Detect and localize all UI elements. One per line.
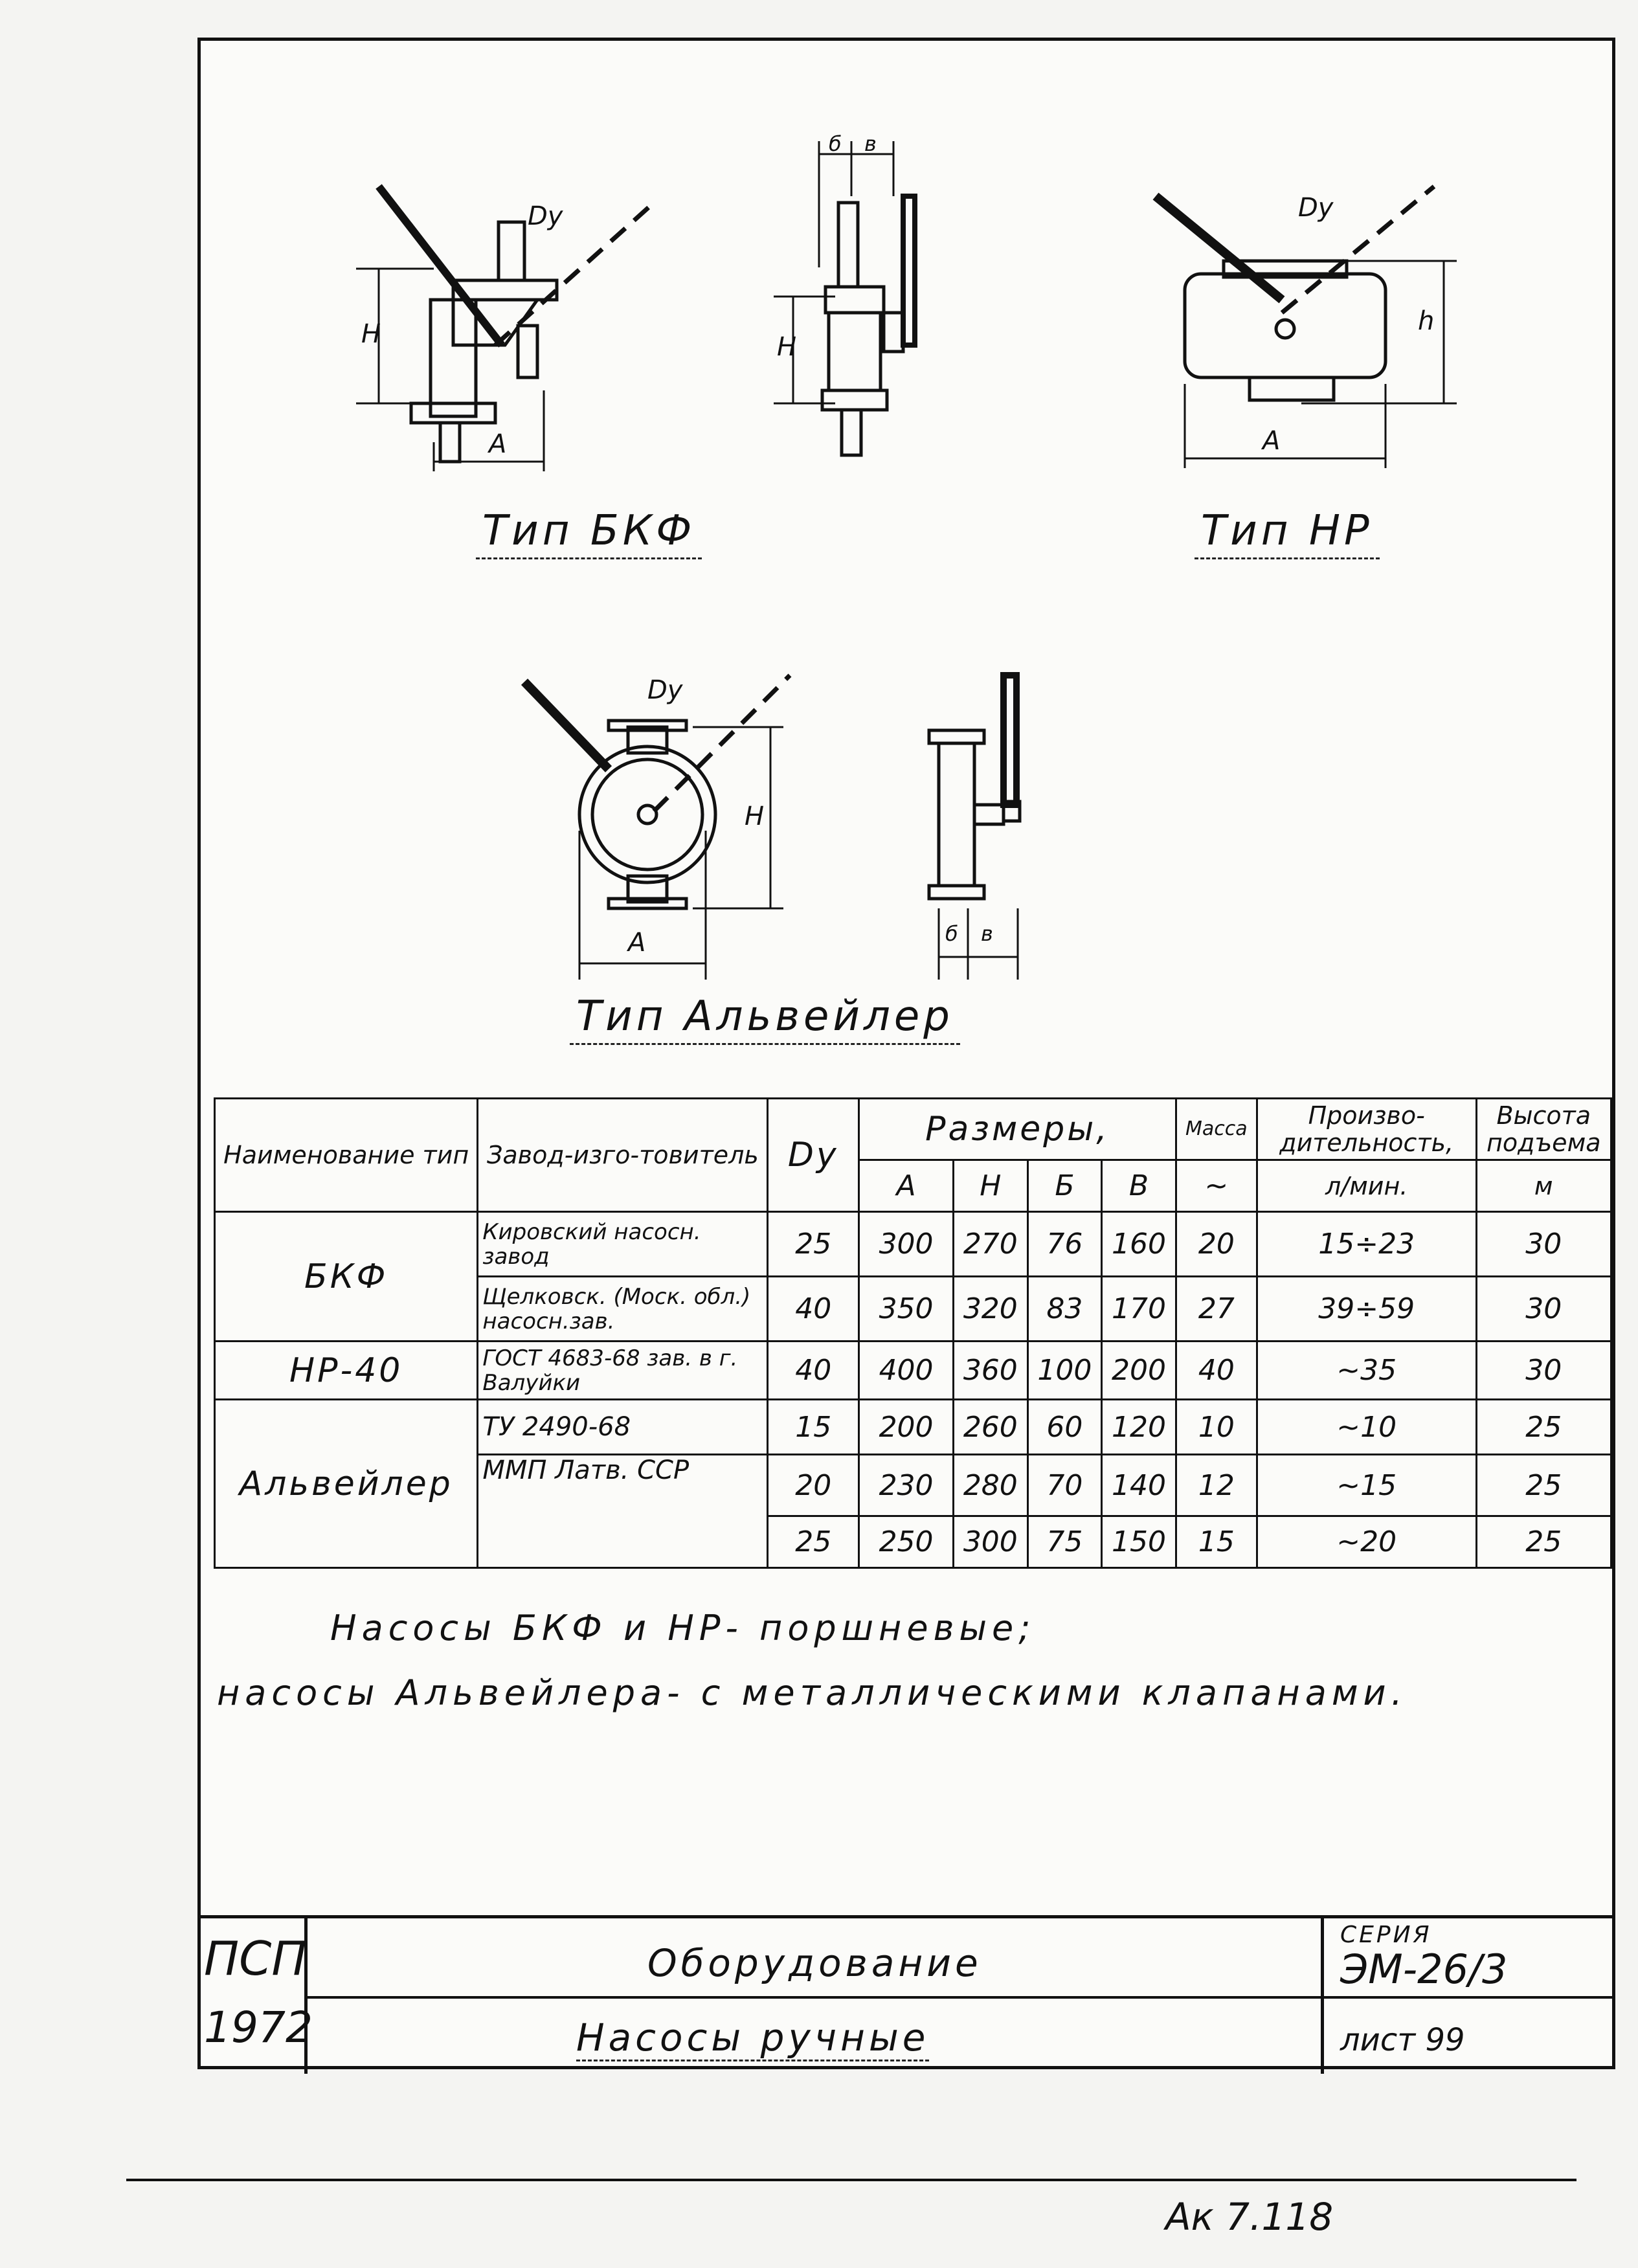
cell-v: 160	[1102, 1212, 1176, 1277]
cell-capacity: 15÷23	[1257, 1212, 1476, 1277]
cell-mass: 12	[1176, 1455, 1257, 1516]
cell-lift: 30	[1476, 1342, 1611, 1400]
header-lift-unit: м	[1476, 1160, 1611, 1212]
note-line-1: Насосы БКФ и НР- поршневые;	[330, 1608, 1036, 1648]
header-b: Б	[1027, 1160, 1102, 1212]
bottom-rule	[126, 2179, 1576, 2181]
bkf-a-label: А	[489, 429, 507, 459]
cell-b: 60	[1027, 1400, 1102, 1455]
cell-v: 140	[1102, 1455, 1176, 1516]
cell-dy: 20	[768, 1455, 859, 1516]
cell-maker: ТУ 2490-68	[478, 1400, 768, 1455]
group-name-alweiler: Альвейлер	[215, 1400, 478, 1568]
header-name: Наименование тип	[215, 1099, 478, 1212]
bkf-caption: Тип БКФ	[476, 507, 702, 559]
cell-h: 270	[954, 1212, 1028, 1277]
cell-lift: 30	[1476, 1212, 1611, 1277]
cell-b: 75	[1027, 1516, 1102, 1568]
header-capacity: Произво-дительность,	[1257, 1099, 1476, 1160]
header-h: Н	[954, 1160, 1028, 1212]
bkf-h-label: Н	[361, 319, 381, 349]
cell-a: 250	[859, 1516, 954, 1568]
cell-capacity: ~15	[1257, 1455, 1476, 1516]
cell-mass: 10	[1176, 1400, 1257, 1455]
cell-lift: 25	[1476, 1516, 1611, 1568]
cell-maker: Щелковск. (Моск. обл.) насосн.зав.	[478, 1277, 768, 1342]
cell-dy: 40	[768, 1277, 859, 1342]
cell-b: 76	[1027, 1212, 1102, 1277]
group-name-bkf: БКФ	[215, 1212, 478, 1342]
cell-h: 280	[954, 1455, 1028, 1516]
title-block	[201, 1915, 1612, 2074]
cell-v: 170	[1102, 1277, 1176, 1342]
cell-v: 120	[1102, 1400, 1176, 1455]
cell-v: 200	[1102, 1342, 1176, 1400]
header-maker: Завод-изго-товитель	[478, 1099, 768, 1212]
cell-lift: 25	[1476, 1455, 1611, 1516]
cell-h: 320	[954, 1277, 1028, 1342]
hr-dy-label: Dу	[1298, 193, 1334, 223]
table-row	[215, 1400, 1611, 1455]
bkf-dy-label: Dу	[528, 201, 563, 231]
header-v: В	[1102, 1160, 1176, 1212]
drawing-sheet	[197, 38, 1615, 2069]
cell-a: 300	[859, 1212, 954, 1277]
cell-dy: 15	[768, 1400, 859, 1455]
header-capacity-unit: л/мин.	[1257, 1160, 1476, 1212]
alweiler-dy-label: Dу	[647, 675, 683, 705]
cell-dy: 25	[768, 1516, 859, 1568]
cell-h: 260	[954, 1400, 1028, 1455]
cell-capacity: ~20	[1257, 1516, 1476, 1568]
cell-mass: 40	[1176, 1342, 1257, 1400]
pump-spec-table	[214, 1097, 1612, 1569]
cell-a: 350	[859, 1277, 954, 1342]
hr-h-label: h	[1418, 306, 1435, 336]
cell-dy: 40	[768, 1342, 859, 1400]
cell-mass: 15	[1176, 1516, 1257, 1568]
header-lift: Высота подъема	[1476, 1099, 1611, 1160]
cell-lift: 30	[1476, 1277, 1611, 1342]
alweiler-h-label: Н	[745, 802, 765, 831]
pump-drawings	[201, 41, 1612, 1090]
tb-sheet: лист 99	[1340, 2022, 1465, 2058]
cell-b: 83	[1027, 1277, 1102, 1342]
alweiler-caption: Тип Альвейлер	[570, 993, 960, 1045]
cell-capacity: 39÷59	[1257, 1277, 1476, 1342]
tb-org: ПСП	[204, 1931, 307, 1986]
cell-a: 200	[859, 1400, 954, 1455]
cell-lift: 25	[1476, 1400, 1611, 1455]
cell-capacity: ~35	[1257, 1342, 1476, 1400]
signature-mark: Ак 7.118	[1165, 2195, 1334, 2239]
alweiler-v-label: в	[981, 921, 993, 946]
header-mass: Масса	[1176, 1099, 1257, 1160]
header-mass-sym: ~	[1176, 1160, 1257, 1212]
tb-year: 1972	[204, 2003, 313, 2052]
bkf-side-view	[774, 141, 915, 455]
cell-maker: ММП Латв. ССР	[478, 1455, 768, 1568]
bkf-side-h-label: Н	[777, 332, 797, 362]
hr-caption: Тип НР	[1195, 507, 1380, 559]
cell-dy: 25	[768, 1212, 859, 1277]
hr-a-label: А	[1262, 426, 1281, 456]
cell-a: 400	[859, 1342, 954, 1400]
cell-maker: Кировский насосн. завод	[478, 1212, 768, 1277]
cell-b: 100	[1027, 1342, 1102, 1400]
alweiler-side-view	[929, 675, 1020, 980]
header-dy: Dу	[768, 1099, 859, 1212]
cell-capacity: ~10	[1257, 1400, 1476, 1455]
tb-title: Насосы ручные	[576, 2015, 929, 2061]
cell-a: 230	[859, 1455, 954, 1516]
note-line-2: насосы Альвейлера- с металлическими клапанами.	[217, 1672, 1408, 1713]
alweiler-b-label: б	[945, 921, 958, 946]
cell-h: 300	[954, 1516, 1028, 1568]
table-row	[215, 1342, 1611, 1400]
table-row	[215, 1212, 1611, 1277]
header-sizes: Размеры,	[859, 1099, 1176, 1160]
tb-series: ЭМ-26/3	[1340, 1946, 1508, 1993]
hr-view	[1156, 186, 1457, 468]
tb-series-label: СЕРИЯ	[1340, 1922, 1432, 1948]
header-a: А	[859, 1160, 954, 1212]
cell-v: 150	[1102, 1516, 1176, 1568]
cell-h: 360	[954, 1342, 1028, 1400]
pump-sketches-svg	[201, 41, 1612, 1090]
cell-mass: 20	[1176, 1212, 1257, 1277]
cell-mass: 27	[1176, 1277, 1257, 1342]
cell-b: 70	[1027, 1455, 1102, 1516]
cell-maker: ГОСТ 4683-68 зав. в г. Валуйки	[478, 1342, 768, 1400]
alweiler-a-label: А	[628, 928, 646, 958]
bkf-v-label: в	[864, 131, 877, 156]
bkf-b-label: б	[829, 131, 842, 156]
group-name-hr: НР-40	[215, 1342, 478, 1400]
tb-section: Оборудование	[647, 1941, 982, 1985]
bkf-front-view	[356, 186, 654, 471]
